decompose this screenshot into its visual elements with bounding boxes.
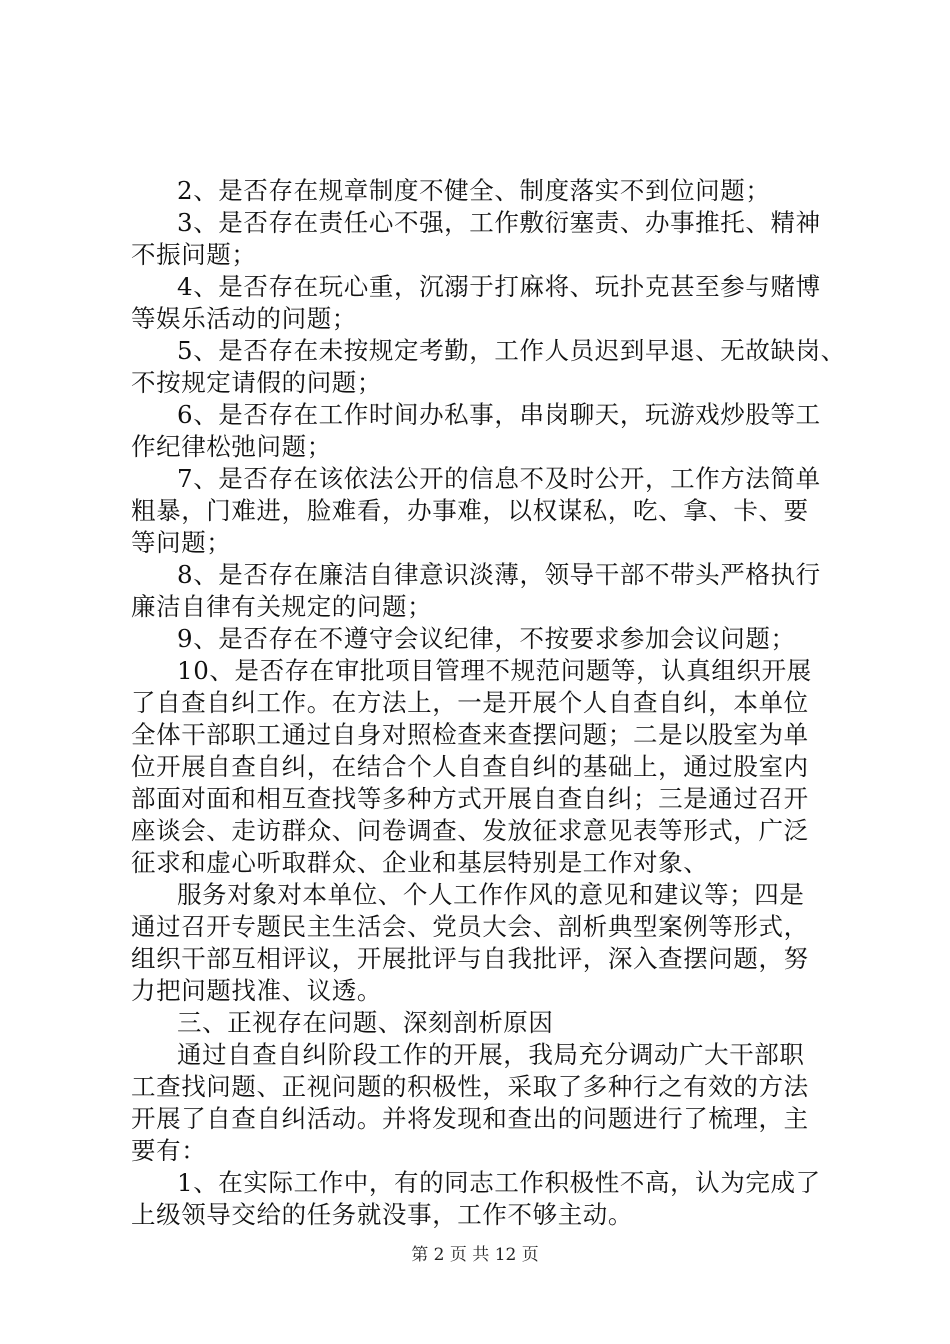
body-text-line: 7、是否存在该依法公开的信息不及时公开，工作方法简单 [177, 464, 821, 493]
body-text-line: 不振问题； [131, 240, 257, 269]
body-text-line: 2、是否存在规章制度不健全、制度落实不到位问题； [177, 176, 771, 205]
body-text-line: 8、是否存在廉洁自律意识淡薄，领导干部不带头严格执行 [177, 560, 821, 589]
body-text-line: 通过自查自纠阶段工作的开展，我局充分调动广大干部职 [177, 1040, 805, 1069]
body-text-line: 组织干部互相评议，开展批评与自我批评，深入查摆问题，努 [131, 944, 809, 973]
body-text-line: 廉洁自律有关规定的问题； [131, 592, 433, 621]
body-text-line: 5、是否存在未按规定考勤，工作人员迟到早退、无故缺岗、 [177, 336, 846, 365]
body-text-line: 要有： [131, 1136, 207, 1165]
body-text-line: 通过召开专题民主生活会、党员大会、剖析典型案例等形式， [131, 912, 809, 941]
body-text-line: 作纪律松弛问题； [131, 432, 332, 461]
body-text-line: 10、是否存在审批项目管理不规范问题等，认真组织开展 [177, 656, 812, 685]
body-text-line: 力把问题找准、议透。 [131, 976, 382, 1005]
body-text-line: 征求和虚心听取群众、企业和基层特别是工作对象、 [131, 848, 709, 877]
body-text-line: 全体干部职工通过自身对照检查来查摆问题；二是以股室为单 [131, 720, 809, 749]
body-text-line: 座谈会、走访群众、问卷调查、发放征求意见表等形式，广泛 [131, 816, 809, 845]
body-text-line: 等娱乐活动的问题； [131, 304, 357, 333]
body-text-line: 不按规定请假的问题； [131, 368, 382, 397]
body-text-line: 开展了自查自纠活动。并将发现和查出的问题进行了梳理，主 [131, 1104, 809, 1133]
page-number-footer: 第 2 页 共 12 页 [411, 1245, 539, 1265]
body-text-line: 等问题； [131, 528, 232, 557]
body-text-line: 4、是否存在玩心重，沉溺于打麻将、玩扑克甚至参与赌博 [177, 272, 821, 301]
body-text-line: 了自查自纠工作。在方法上，一是开展个人自查自纠，本单位 [131, 688, 809, 717]
body-text-line: 工查找问题、正视问题的积极性，采取了多种行之有效的方法 [131, 1072, 809, 1101]
body-text-line: 6、是否存在工作时间办私事，串岗聊天，玩游戏炒股等工 [177, 400, 821, 429]
body-text-line: 1、在实际工作中，有的同志工作积极性不高，认为完成了 [177, 1168, 821, 1197]
body-text-line: 部面对面和相互查找等多种方式开展自查自纠；三是通过召开 [131, 784, 809, 813]
body-text-line: 上级领导交给的任务就没事，工作不够主动。 [131, 1200, 633, 1229]
section-heading: 三、正视存在问题、深刻剖析原因 [177, 1008, 554, 1037]
body-text-line: 位开展自查自纠，在结合个人自查自纠的基础上，通过股室内 [131, 752, 809, 781]
body-text-line: 粗暴，门难进，脸难看，办事难，以权谋私，吃、拿、卡、要 [131, 496, 809, 525]
body-text-line: 服务对象对本单位、个人工作作风的意见和建议等；四是 [177, 880, 805, 909]
body-text-line: 9、是否存在不遵守会议纪律，不按要求参加会议问题； [177, 624, 796, 653]
body-text-line: 3、是否存在责任心不强，工作敷衍塞责、办事推托、精神 [177, 208, 821, 237]
